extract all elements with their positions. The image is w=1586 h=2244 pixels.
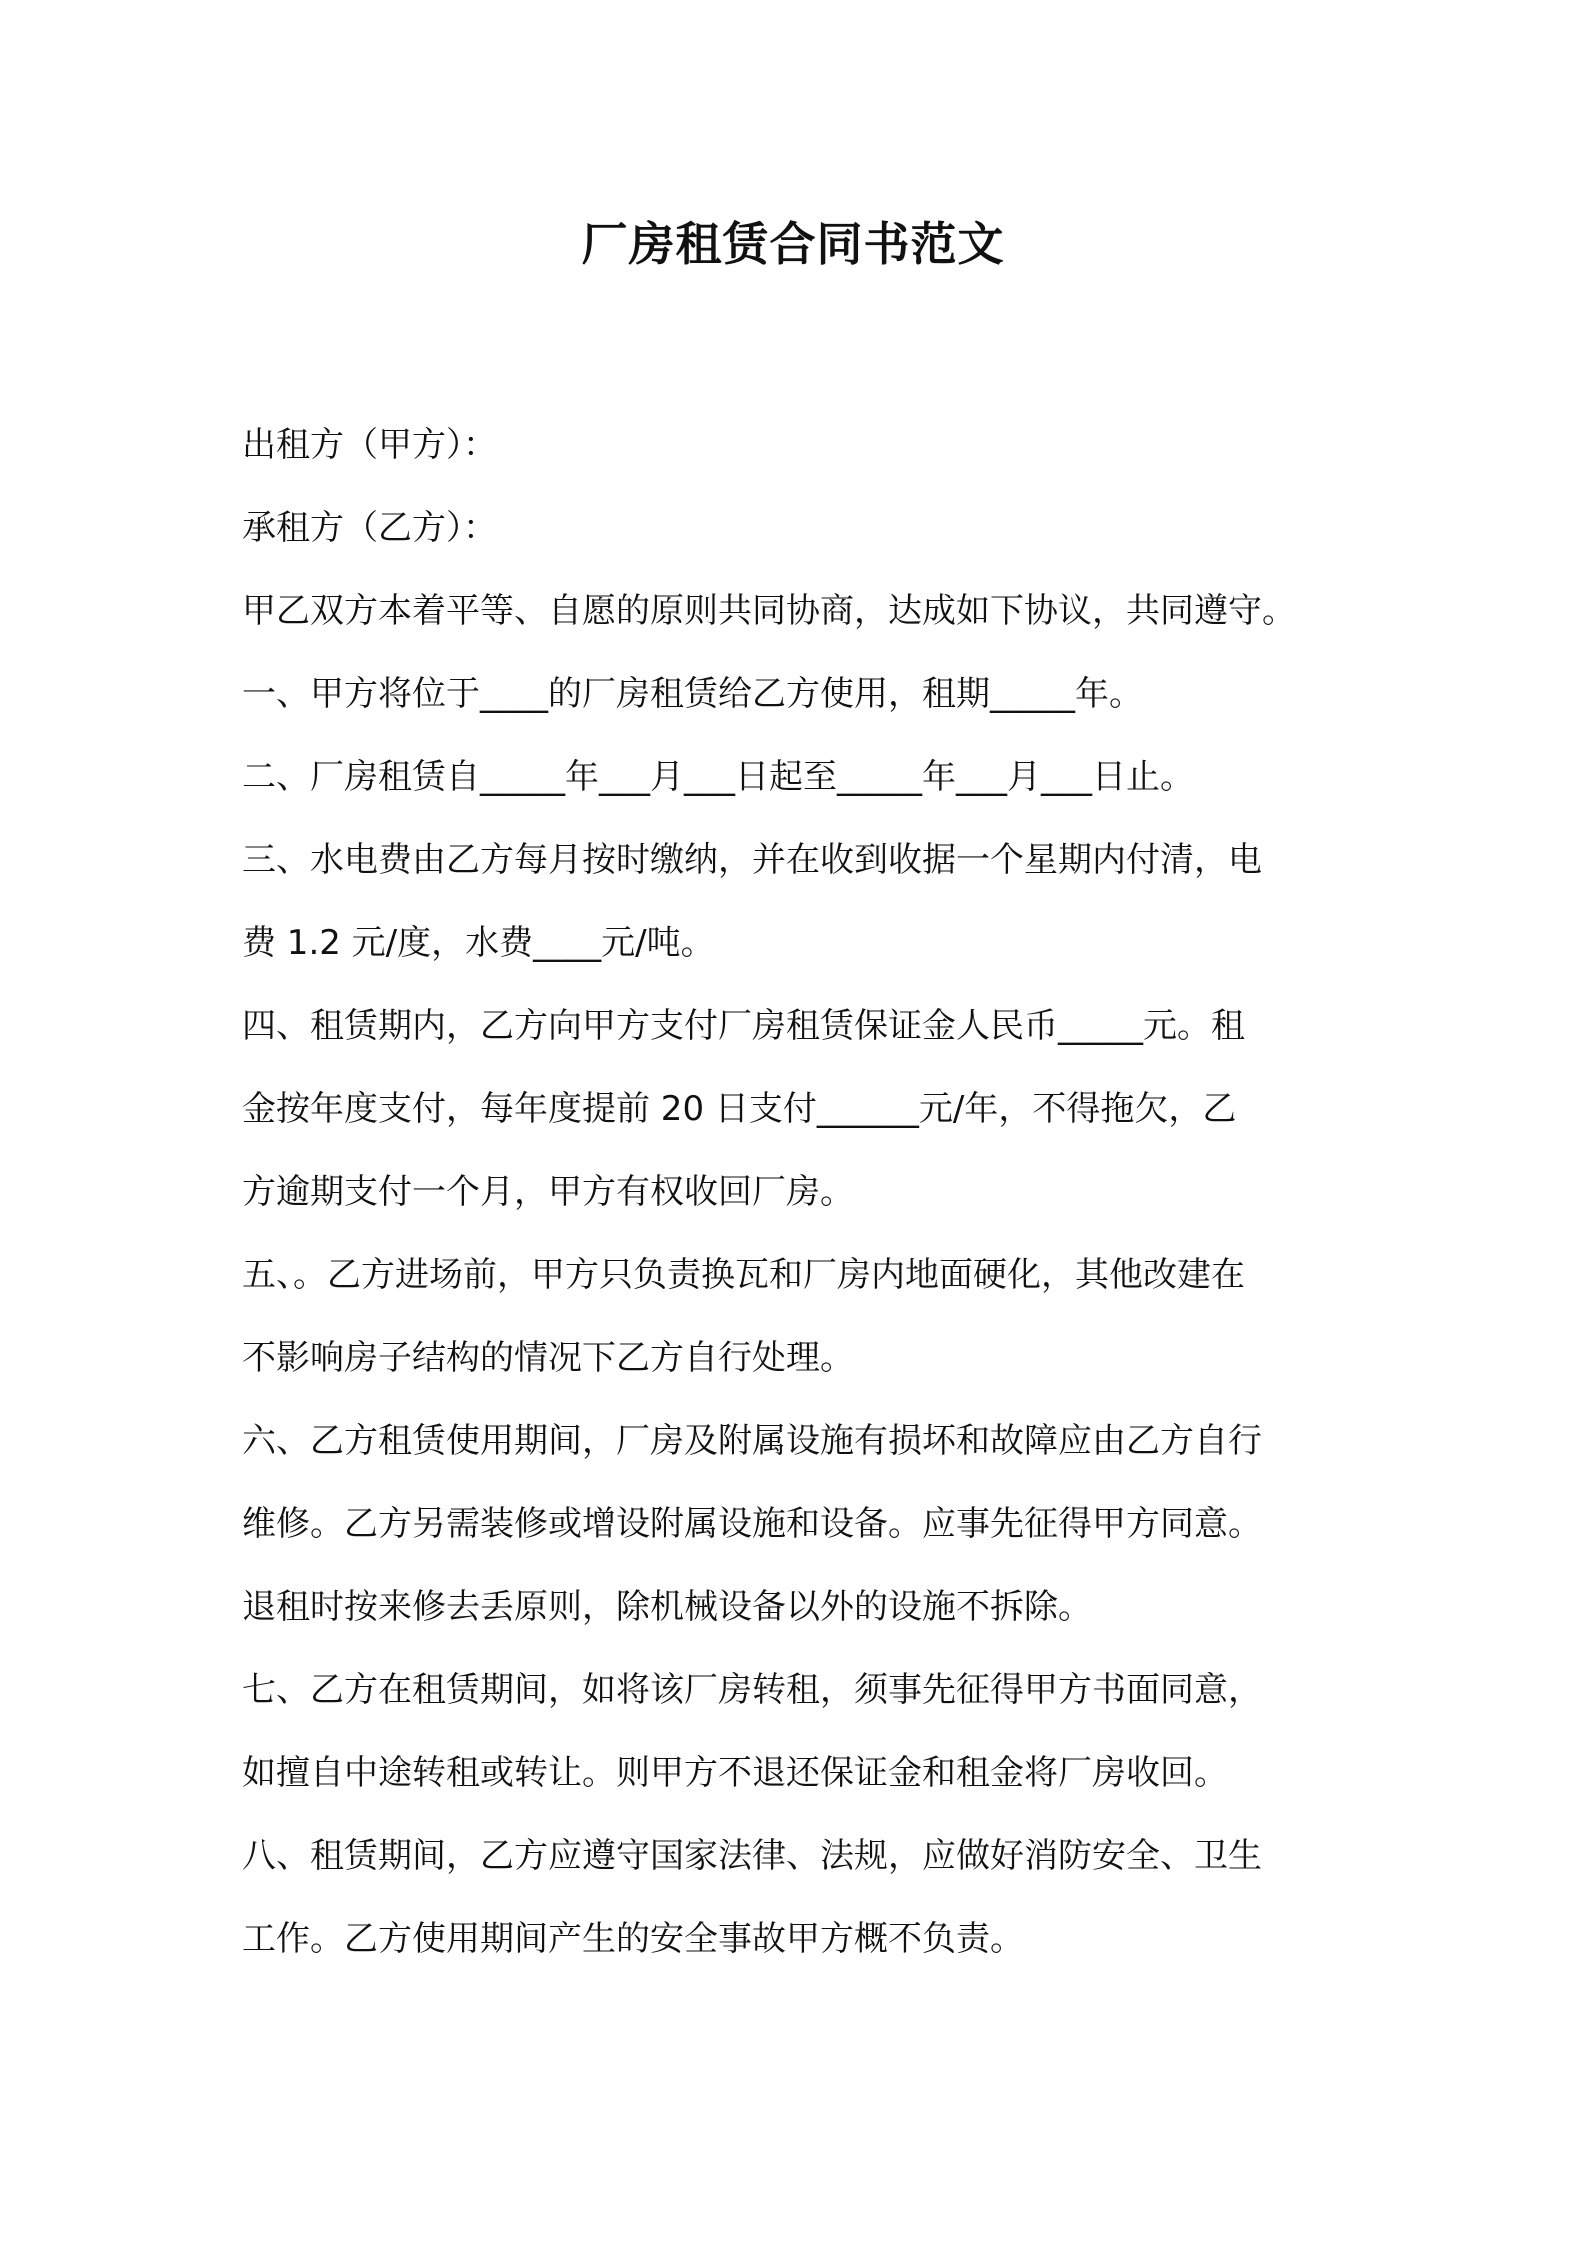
clause-1-line: 一、甲方将位于____的厂房租赁给乙方使用，租期_____年。 (242, 674, 1143, 714)
document-title: 厂房租赁合同书范文 (581, 217, 1005, 271)
clause-6-line-2: 维修。乙方另需装修或增设附属设施和设备。应事先征得甲方同意。 (242, 1504, 1262, 1544)
preamble-line: 甲乙双方本着平等、自愿的原则共同协商，达成如下协议，共同遵守。 (242, 591, 1296, 631)
clause-5-line-1: 五、。乙方进场前，甲方只负责换瓦和厂房内地面硬化，其他改建在 (242, 1255, 1245, 1295)
clause-3-line-2: 费 1.2 元/度，水费____元/吨。 (242, 923, 715, 963)
clause-4-line-1: 四、租赁期内，乙方向甲方支付厂房租赁保证金人民币_____元。租 (242, 1006, 1245, 1046)
clause-4-line-3: 方逾期支付一个月，甲方有权收回厂房。 (242, 1172, 854, 1212)
clause-7-line-1: 七、乙方在租赁期间，如将该厂房转租，须事先征得甲方书面同意， (242, 1670, 1262, 1710)
clause-6-line-1: 六、乙方租赁使用期间，厂房及附属设施有损坏和故障应由乙方自行 (242, 1421, 1262, 1461)
clause-8-line-2: 工作。乙方使用期间产生的安全事故甲方概不负责。 (242, 1919, 1024, 1959)
clause-2-line: 二、厂房租赁自_____年___月___日起至_____年___月___日止。 (242, 757, 1194, 797)
document-body (242, 404, 1362, 1981)
lessee-line: 承租方（乙方）： (242, 508, 497, 548)
clause-4-line-2: 金按年度支付，每年度提前 20 日支付______元/年，不得拖欠，乙 (242, 1089, 1237, 1129)
clause-6-line-3: 退租时按来修去丢原则，除机械设备以外的设施不拆除。 (242, 1587, 1092, 1627)
clause-7-line-2: 如擅自中途转租或转让。则甲方不退还保证金和租金将厂房收回。 (242, 1753, 1228, 1793)
clause-8-line-1: 八、租赁期间，乙方应遵守国家法律、法规，应做好消防安全、卫生 (242, 1836, 1262, 1876)
clause-3-line-1: 三、水电费由乙方每月按时缴纳，并在收到收据一个星期内付清，电 (242, 840, 1262, 880)
lessor-line: 出租方（甲方）： (242, 425, 497, 465)
clause-5-line-2: 不影响房子结构的情况下乙方自行处理。 (242, 1338, 854, 1378)
